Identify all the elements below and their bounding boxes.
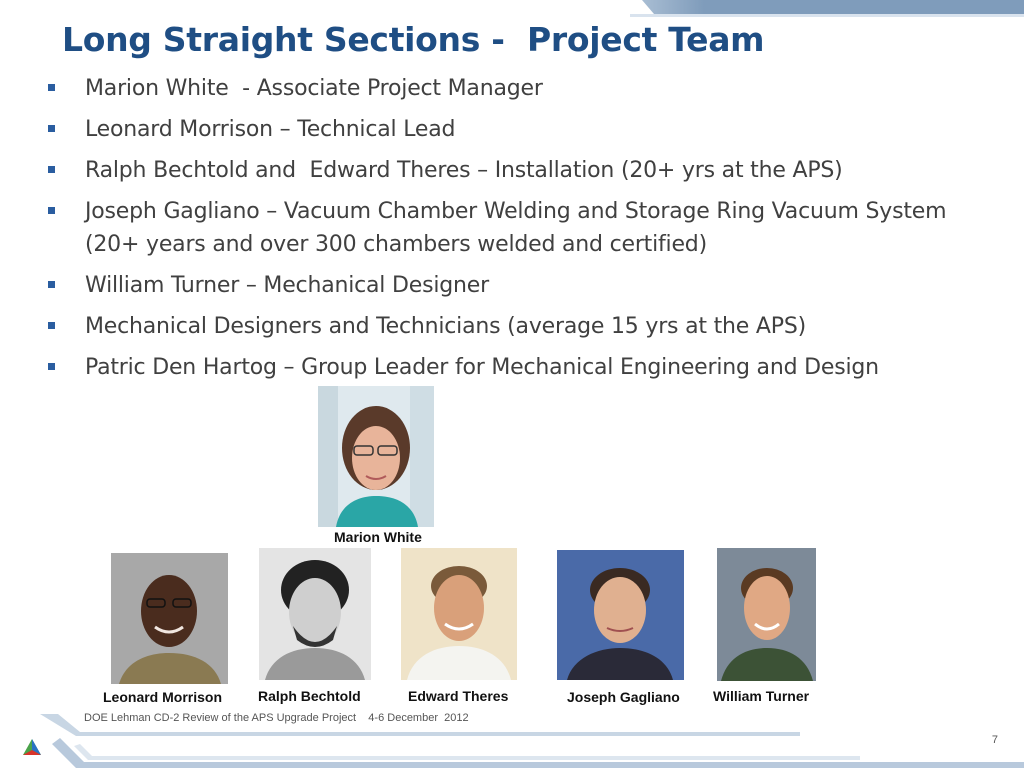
photo-leonard-morrison (111, 553, 228, 684)
bullet-square-icon (48, 166, 55, 173)
caption-leonard-morrison: Leonard Morrison (103, 689, 223, 705)
top-banner (624, 0, 1024, 14)
photo-marion-white (318, 386, 434, 527)
top-banner-accent (630, 14, 1024, 17)
caption-william-turner: William Turner (713, 688, 810, 704)
photo-joseph-gagliano (557, 550, 684, 680)
photo-ralph-bechtold (259, 548, 371, 680)
footer-text: DOE Lehman CD-2 Review of the APS Upgrade Project 4-6 December 2012 (84, 712, 469, 724)
caption-edward-theres: Edward Theres (408, 688, 509, 704)
bullet-square-icon (48, 363, 55, 370)
slide-title: Long Straight Sections - Project Team (62, 20, 765, 59)
bullet-item: William Turner – Mechanical Designer (48, 269, 968, 302)
bullet-item: Leonard Morrison – Technical Lead (48, 113, 968, 146)
bullet-item: Ralph Bechtold and Edward Theres – Installation (20+ yrs at the APS) (48, 154, 968, 187)
photo-edward-theres (401, 548, 517, 680)
bullet-square-icon (48, 84, 55, 91)
bullet-square-icon (48, 322, 55, 329)
bullet-item: Marion White - Associate Project Manager (48, 72, 968, 105)
bullet-square-icon (48, 125, 55, 132)
bullet-square-icon (48, 207, 55, 214)
photo-william-turner (717, 548, 816, 681)
bullet-item: Mechanical Designers and Technicians (average 15 yrs at the APS) (48, 310, 968, 343)
page-number: 7 (991, 734, 998, 746)
argonne-logo-icon (22, 738, 42, 756)
bullet-square-icon (48, 281, 55, 288)
caption-joseph-gagliano: Joseph Gagliano (567, 689, 680, 705)
bullet-list (48, 72, 968, 392)
caption-ralph-bechtold: Ralph Bechtold (258, 688, 361, 704)
caption-marion-white: Marion White (334, 529, 422, 545)
bullet-item: Joseph Gagliano – Vacuum Chamber Welding and Storage Ring Vacuum System (20+ years and over 300 chambers welded and certified) (48, 195, 968, 261)
bullet-item: Patric Den Hartog – Group Leader for Mechanical Engineering and Design (48, 351, 968, 384)
